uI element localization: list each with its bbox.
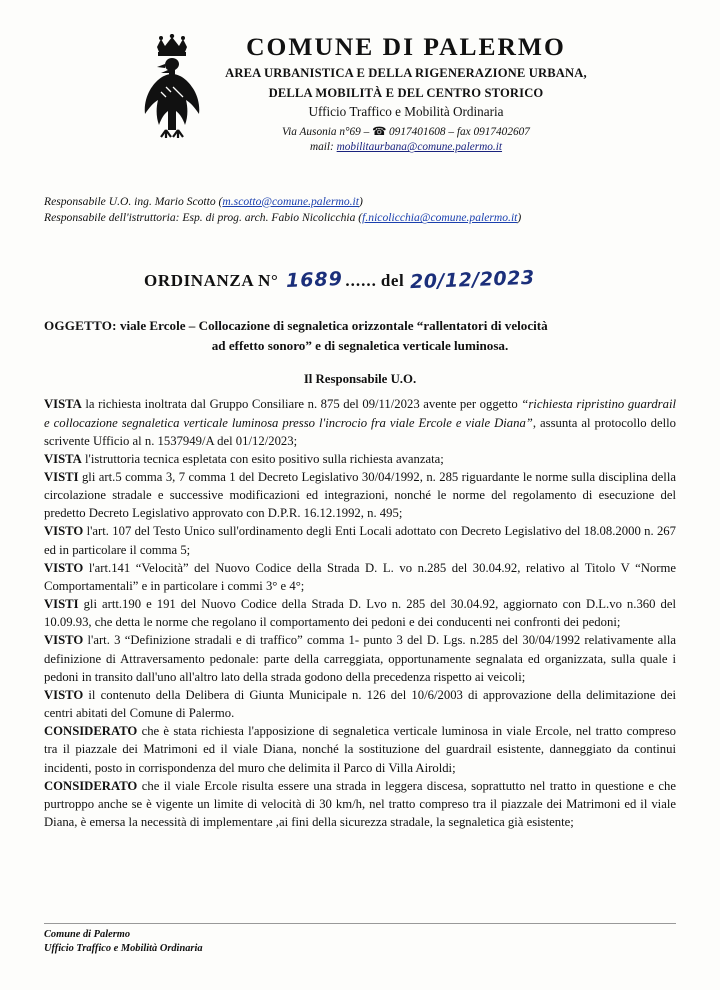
responsabile-uo-heading: Il Responsabile U.O. bbox=[303, 372, 417, 387]
department-line-2: DELLA MOBILITÀ E DEL CENTRO STORICO bbox=[268, 85, 544, 100]
footer-line-2: Ufficio Traffico e Mobilità Ordinaria bbox=[44, 942, 203, 954]
address-line bbox=[225, 125, 587, 140]
paragraph-1 bbox=[44, 450, 676, 468]
paragraph-text: la richiesta inoltrata dal Gruppo Consiliare n. 875 del 09/11/2023 avente per oggetto “richiesta ripristino guardrail e collocazione segnaletica verticale luminosa presso l'incrocio fra viale Ercole e viale Diana”, assunta al protocollo dello scrivente Ufficio al n. 1537949/A del 01/12/2023; bbox=[44, 397, 676, 448]
responsabile-uo-mail-link[interactable]: m.scotto@comune.palermo.it bbox=[222, 194, 359, 208]
oggetto-line-1: viale Ercole – Collocazione di segnaletica orizzontale “rallentatori di velocità bbox=[119, 318, 548, 334]
oggetto-line-2: ad effetto sonoro” e di segnaletica verticale luminosa. bbox=[211, 337, 509, 353]
paragraph-keyword: VISTA bbox=[44, 397, 82, 412]
telephone-icon: ☎ bbox=[372, 126, 387, 139]
paragraph-text: l'art. 107 del Testo Unico sull'ordinamento degli Enti Locali adottato con Decreto Legislativo del 18.08.2000 n. 267 ed in particolare il comma 5; bbox=[44, 524, 676, 557]
paragraph-text: gli art.5 comma 3, 7 comma 1 del Decreto Legislativo 30/04/1992, n. 285 riguardante le norme sulla disciplina della circolazione stradale e successive modificazioni ed integrazioni, nonché le norme del regolamento di esecuzione del predetto Decreto Legislativo approvato con D.P.R. 16.12.1992, n. 495; bbox=[44, 470, 676, 521]
paragraph-keyword: VISTO bbox=[44, 524, 84, 539]
page-title: COMUNE DI PALERMO bbox=[246, 32, 566, 61]
mail-link[interactable]: mobilitaurbana@comune.palermo.it bbox=[336, 141, 503, 154]
paragraph-text: gli artt.190 e 191 del Nuovo Codice della Strada D. Lvo n. 285 del 30.04.92, aggiornato con D.L.vo n.360 del 10.09.93, che detta le norme che regolano il comportamento dei pedoni e dei conducenti nei confronti dei pedoni; bbox=[44, 597, 676, 630]
paragraph-keyword: CONSIDERATO bbox=[44, 778, 138, 793]
mail-label: mail: bbox=[309, 141, 334, 154]
paragraph-3 bbox=[44, 522, 676, 558]
paragraph-keyword: VISTO bbox=[44, 633, 84, 648]
paragraph-keyword: VISTO bbox=[44, 560, 84, 575]
office-name: Ufficio Traffico e Mobilità Ordinaria bbox=[308, 103, 504, 119]
eagle-crest-icon bbox=[133, 32, 211, 142]
phone-text: 0917401608 – fax 0917402607 bbox=[389, 126, 530, 139]
responsabili-block bbox=[44, 194, 676, 228]
paragraph-text: che il viale Ercole risulta essere una strada in leggera discesa, soprattutto nel tratto in questione e che purtroppo anche se è vigente un limite di velocità di 30 km/h, nel tratto compreso tra il piazzale dei Matrimoni ed il viale Diana, è emersa la necessità di implementare ,ai fini della sicurezza stradale, la segnaletica già esistente; bbox=[44, 778, 676, 829]
paragraph-6 bbox=[44, 631, 676, 685]
ordinanza-number: 1689 bbox=[286, 268, 344, 293]
footer-divider bbox=[44, 923, 676, 924]
address-text: Via Ausonia n°69 – bbox=[282, 126, 370, 139]
responsabile-uo-prefix: Responsabile U.O. ing. Mario Scotto ( bbox=[44, 194, 223, 208]
paragraph-8 bbox=[44, 722, 676, 776]
ordinanza-line bbox=[44, 267, 676, 294]
paragraph-keyword: VISTO bbox=[44, 687, 84, 702]
oggetto-label: OGGETTO: bbox=[44, 318, 117, 334]
ordinanza-date: 20/12/2023 bbox=[410, 267, 536, 294]
document-footer bbox=[44, 928, 203, 956]
department-line-1: AREA URBANISTICA E DELLA RIGENERAZIONE URBANA, bbox=[225, 65, 587, 80]
responsabile-uo-line bbox=[44, 194, 676, 211]
paragraph-keyword: VISTI bbox=[44, 597, 79, 612]
paragraph-keyword: VISTA bbox=[44, 451, 82, 466]
responsabile-istruttoria-prefix: Responsabile dell'istruttoria: Esp. di prog. arch. Fabio Nicolicchia ( bbox=[44, 211, 363, 225]
paragraph-2 bbox=[44, 468, 676, 522]
ordinanza-label: ORDINANZA N° bbox=[144, 271, 279, 291]
paragraph-4 bbox=[44, 559, 676, 595]
paragraph-keyword: VISTI bbox=[44, 470, 79, 485]
paragraph-text: il contenuto della Delibera di Giunta Municipale n. 126 del 10/6/2003 di approvazione della delimitazione dei centri abitati del Comune di Palermo. bbox=[44, 687, 676, 721]
mail-line bbox=[225, 140, 587, 155]
responsabile-istruttoria-mail-link[interactable]: f.nicolicchia@comune.palermo.it bbox=[362, 211, 518, 225]
responsabile-istruttoria-suffix: ) bbox=[517, 211, 522, 225]
ordinanza-del-label: del bbox=[380, 271, 405, 291]
paragraph-7 bbox=[44, 686, 676, 722]
ordinanza-number-dots: ...... bbox=[345, 271, 377, 291]
paragraph-0 bbox=[44, 395, 676, 449]
footer-line-1: Comune di Palermo bbox=[44, 928, 131, 940]
paragraph-5 bbox=[44, 595, 676, 631]
header-text-block bbox=[225, 32, 587, 156]
responsabile-istruttoria-line bbox=[44, 210, 676, 227]
paragraph-text: l'istruttoria tecnica espletata con esito positivo sulla richiesta avanzata; bbox=[81, 451, 444, 466]
paragraph-text: l'art.141 “Velocità” del Nuovo Codice della Strada D. L. vo n.285 del 30.04.92, relativo al Titolo V “Norme Comportamentali” e in particolare i commi 3° e 4°; bbox=[44, 560, 676, 593]
document-body bbox=[44, 395, 676, 831]
document-header bbox=[44, 32, 676, 156]
paragraph-9 bbox=[44, 777, 676, 831]
paragraph-text: l'art. 3 “Definizione stradali e di traffico” comma 1- punto 3 del D. Lgs. n.285 del 30/04/1992 relativamente alla definizione di Attraversamento pedonale: parte della carreggiata, opportunamente segnalata ed organizzata, sulla quale i pedoni in transito dall'uno all'altro lato della strada godono della precedenza rispetto ai veicoli; bbox=[44, 633, 676, 684]
oggetto-block bbox=[44, 317, 676, 355]
paragraph-keyword: CONSIDERATO bbox=[44, 724, 138, 739]
responsabile-uo-suffix: ) bbox=[358, 194, 363, 208]
paragraph-text: che è stata richiesta l'apposizione di segnaletica verticale luminosa in viale Ercole, nel tratto compreso tra il piazzale dei Matrimoni ed il viale Diana, nonché la sostituzione del guardrail esistente, danneggiato da continui incidenti, posto in corrispondenza del muro che delimita il Parco di Villa Airoldi; bbox=[44, 724, 676, 775]
